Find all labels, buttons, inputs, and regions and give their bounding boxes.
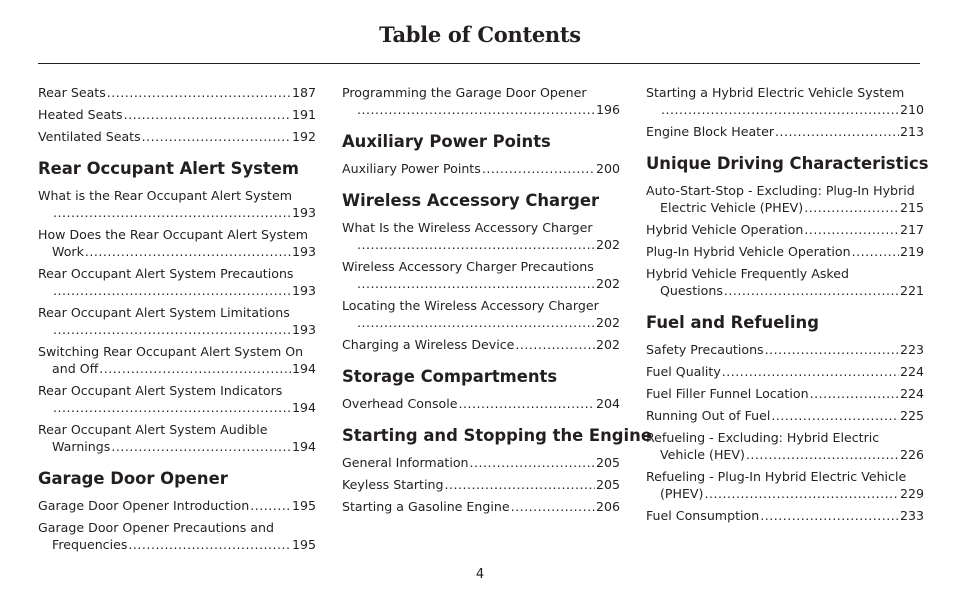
toc-entry-row [38,438,316,455]
toc-entry-title: Auxiliary Power Points [342,161,481,176]
toc-entry[interactable] [646,468,924,502]
toc-page-number: 205 [595,477,620,492]
toc-entry[interactable] [38,106,316,123]
toc-entry[interactable] [646,507,924,524]
toc-entry[interactable] [38,226,316,260]
toc-entry-title-continued: Questions [660,283,723,298]
dot-leader [804,221,899,238]
toc-entry-title: General Information [342,455,469,470]
toc-entry-title: Garage Door Opener Introduction [38,498,250,513]
toc-entry-title: Hybrid Vehicle Operation [646,222,804,237]
toc-entry-row [646,221,924,238]
toc-entry-title: Ventilated Seats [38,129,141,144]
dot-leader [53,204,291,221]
toc-page-number: 219 [899,244,924,259]
toc-page-number: 194 [291,439,316,454]
dot-leader [128,536,291,553]
toc-entry-row [342,236,620,253]
toc-entry-title: Overhead Console [342,396,458,411]
toc-entry-title: Auto-Start-Stop - Excluding: Plug-In Hybrid [646,183,915,198]
toc-entry-title: Heated Seats [38,107,123,122]
toc-entry[interactable] [342,297,620,331]
toc-page-number: 221 [899,283,924,298]
toc-column-2 [342,84,652,520]
page-number: 4 [475,567,485,582]
dot-leader [515,336,595,353]
toc-entry-row [38,282,316,299]
toc-entry[interactable] [646,385,924,402]
toc-page-number: 191 [291,107,316,122]
toc-entry-row [342,314,620,331]
toc-entry[interactable] [38,304,316,338]
toc-entry-title: Rear Occupant Alert System Audible [38,422,268,437]
toc-page-number: 226 [899,447,924,462]
toc-entry-title: Switching Rear Occupant Alert System On [38,344,304,359]
toc-entry-row [646,446,924,463]
toc-page-number: 223 [899,342,924,357]
toc-page-number: 202 [595,237,620,252]
toc-entry-row [38,106,316,123]
toc-entry-title: Starting a Gasoline Engine [342,499,510,514]
toc-entry[interactable] [38,519,316,553]
dot-leader [357,314,595,331]
toc-entry-row [38,128,316,145]
dot-leader [357,275,595,292]
toc-page-number: 205 [595,455,620,470]
toc-entry-title: Programming the Garage Door Opener [342,85,587,100]
toc-entry-title: Fuel Filler Funnel Location [646,386,809,401]
toc-entry-row [646,407,924,424]
dot-leader [746,446,899,463]
toc-entry-row [38,497,316,514]
toc-entry[interactable] [38,421,316,455]
toc-entry-title: How Does the Rear Occupant Alert System [38,227,309,242]
dot-leader [124,106,291,123]
dot-leader [661,101,899,118]
toc-entry-row [342,101,620,118]
toc-entry-row [342,476,620,493]
toc-entry-row [38,84,316,101]
toc-entry[interactable] [38,343,316,377]
section-heading: Starting and Stopping the Engine [342,426,652,445]
toc-entry-title: Charging a Wireless Device [342,337,515,352]
dot-leader [53,399,291,416]
section-heading: Fuel and Refueling [646,313,819,332]
toc-entry[interactable] [342,258,620,292]
toc-entry-title: Rear Occupant Alert System Limitations [38,305,290,320]
toc-entry[interactable] [38,187,316,221]
toc-page-number: 187 [291,85,316,100]
dot-leader [775,123,899,140]
toc-page-number: 202 [595,315,620,330]
dot-leader [85,243,291,260]
toc-entry-row [646,507,924,524]
toc-column-1 [38,84,316,558]
toc-entry[interactable] [646,265,924,299]
toc-entry-title: Rear Occupant Alert System Precautions [38,266,294,281]
dot-leader [99,360,291,377]
toc-entry-title: What Is the Wireless Accessory Charger [342,220,593,235]
toc-page-number: 196 [595,102,620,117]
toc-page-number: 204 [595,396,620,411]
toc-entry-title: Engine Block Heater [646,124,775,139]
toc-entry-title-continued: Vehicle (HEV) [660,447,745,462]
toc-column-3 [646,84,929,529]
toc-entry[interactable] [38,84,316,101]
toc-entry-title: Locating the Wireless Accessory Charger [342,298,599,313]
toc-entry-row [38,399,316,416]
toc-entry-title: Keyless Starting [342,477,444,492]
toc-entry-row [342,395,620,412]
toc-entry-title-continued: Frequencies [52,537,128,552]
toc-entry-row [342,336,620,353]
title-divider [38,63,920,64]
toc-entry-row [646,199,924,216]
toc-entry-row [38,204,316,221]
dot-leader [804,199,899,216]
dot-leader [704,485,898,502]
toc-entry[interactable] [646,84,924,118]
section-heading: Wireless Accessory Charger [342,191,600,210]
toc-entry[interactable] [342,160,620,177]
toc-entry[interactable] [342,336,620,353]
toc-entry-title: Safety Precautions [646,342,764,357]
toc-entry-row [342,454,620,471]
section-heading: Storage Compartments [342,367,558,386]
toc-entry-row [38,243,316,260]
toc-entry-row [646,485,924,502]
toc-entry-row [646,243,924,260]
section-heading: Rear Occupant Alert System [38,159,299,178]
dot-leader [724,282,899,299]
page-title: Table of Contents [379,22,581,47]
toc-entry-title-continued: (PHEV) [660,486,704,501]
toc-entry-row [646,123,924,140]
dot-leader [357,101,595,118]
toc-page-number: 213 [899,124,924,139]
toc-entry-row [646,341,924,358]
toc-page-number: 202 [595,337,620,352]
toc-entry[interactable] [646,363,924,380]
toc-entry-title-continued: and Off [52,361,99,376]
toc-page-number: 224 [899,386,924,401]
toc-entry[interactable] [342,476,620,493]
toc-page-number: 195 [291,498,316,513]
toc-entry[interactable] [342,454,620,471]
toc-entry-row [646,385,924,402]
toc-page-number: 233 [899,508,924,523]
toc-entry-title-continued: Warnings [52,439,111,454]
toc-entry-row [646,101,924,118]
toc-entry-row [342,498,620,515]
dot-leader [444,476,595,493]
section-heading: Garage Door Opener [38,469,228,488]
dot-leader [470,454,595,471]
toc-page-number: 194 [291,400,316,415]
toc-entry-title: Fuel Consumption [646,508,760,523]
dot-leader [511,498,595,515]
toc-entry[interactable] [646,182,924,216]
toc-entry-title-continued: Electric Vehicle (PHEV) [660,200,804,215]
section-heading: Auxiliary Power Points [342,132,551,151]
toc-entry[interactable] [646,221,924,238]
toc-page-number: 193 [291,205,316,220]
dot-leader [250,497,291,514]
toc-entry[interactable] [38,382,316,416]
dot-leader [107,84,291,101]
toc-entry[interactable] [342,395,620,412]
toc-page-number: 192 [291,129,316,144]
dot-leader [53,282,291,299]
toc-entry-title: Rear Occupant Alert System Indicators [38,383,283,398]
dot-leader [111,438,291,455]
toc-entry[interactable] [342,219,620,253]
toc-page-number: 206 [595,499,620,514]
dot-leader [459,395,595,412]
toc-entry-title: Fuel Quality [646,364,721,379]
toc-entry[interactable] [38,265,316,299]
toc-entry[interactable] [646,243,924,260]
toc-page-number: 193 [291,283,316,298]
toc-page-number: 229 [899,486,924,501]
toc-page-number: 210 [899,102,924,117]
toc-page-number: 194 [291,361,316,376]
toc-entry[interactable] [646,429,924,463]
dot-leader [357,236,595,253]
dot-leader [771,407,899,424]
toc-entry-title: Hybrid Vehicle Frequently Asked [646,266,849,281]
dot-leader [810,385,899,402]
toc-entry[interactable] [646,341,924,358]
toc-page-number: 200 [595,161,620,176]
section-heading: Unique Driving Characteristics [646,154,929,173]
dot-leader [760,507,899,524]
dot-leader [142,128,291,145]
toc-entry[interactable] [342,84,620,118]
dot-leader [852,243,899,260]
toc-entry-title: Rear Seats [38,85,106,100]
toc-entry-row [342,275,620,292]
toc-entry-row [646,363,924,380]
toc-page-number: 225 [899,408,924,423]
toc-page-number: 217 [899,222,924,237]
toc-page-number: 224 [899,364,924,379]
dot-leader [765,341,899,358]
toc-entry-row [38,536,316,553]
toc-entry-title: Running Out of Fuel [646,408,771,423]
toc-entry-title: Starting a Hybrid Electric Vehicle System [646,85,905,100]
toc-entry[interactable] [342,498,620,515]
toc-page-number: 215 [899,200,924,215]
toc-entry-title: Garage Door Opener Precautions and [38,520,274,535]
toc-entry-row [342,160,620,177]
toc-page-number: 202 [595,276,620,291]
toc-entry[interactable] [38,128,316,145]
toc-entry-title: Plug-In Hybrid Vehicle Operation [646,244,851,259]
toc-entry[interactable] [646,123,924,140]
toc-entry-title-continued: Work [52,244,84,259]
toc-entry-title: What is the Rear Occupant Alert System [38,188,292,203]
toc-entry[interactable] [38,497,316,514]
toc-entry-row [646,282,924,299]
toc-entry-title: Refueling - Excluding: Hybrid Electric [646,430,880,445]
dot-leader [722,363,899,380]
toc-entry-row [38,360,316,377]
toc-entry-title: Refueling - Plug-In Hybrid Electric Vehicle [646,469,907,484]
toc-entry-row [38,321,316,338]
toc-page-number: 193 [291,322,316,337]
toc-page-number: 195 [291,537,316,552]
toc-entry-title: Wireless Accessory Charger Precautions [342,259,594,274]
dot-leader [53,321,291,338]
dot-leader [482,160,595,177]
toc-entry[interactable] [646,407,924,424]
toc-page-number: 193 [291,244,316,259]
